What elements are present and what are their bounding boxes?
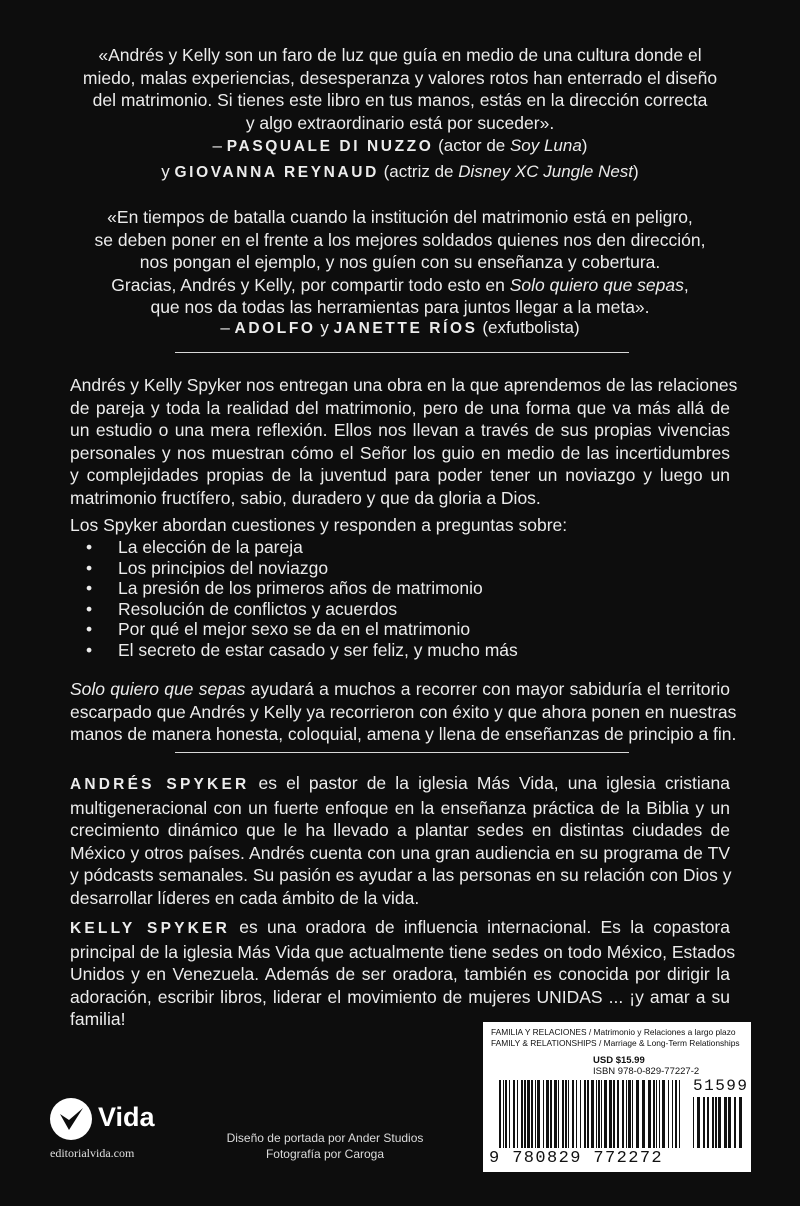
bio-andres — [70, 772, 730, 909]
endorsement-quote-1 — [60, 44, 740, 134]
barcode-bar — [591, 1080, 594, 1148]
publisher-name: Vida — [98, 1102, 155, 1132]
text-line: adoración, escribir libros, liderar el movimiento de mujeres UNIDAS ... ¡y amar a su — [70, 986, 730, 1007]
text-line: familia! — [70, 1009, 126, 1029]
quote-line: «En tiempos de batalla cuando la institución del matrimonio está en peligro, — [107, 207, 693, 227]
endorser-role-title: Disney XC Jungle Nest — [458, 162, 634, 181]
quote-line: que nos da todas las herramientas para juntos llegar a la meta». — [150, 297, 650, 317]
text-fragment: es el pastor de la iglesia Más Vida, una iglesia cristiana — [249, 773, 730, 793]
quote-line: nos pongan el ejemplo, y nos guíen con su enseñanza y cobertura. — [139, 252, 661, 272]
text-line: crecimiento dinámico que le ha llevado a plantar sedes en distintas ciudades de — [70, 820, 730, 840]
endorser-role: (actor de — [438, 136, 510, 155]
list-item: • La presión de los primeros años de matrimonio — [86, 578, 686, 599]
publisher-logo — [50, 1098, 160, 1168]
barcode-bar — [712, 1097, 714, 1148]
barcode-bar — [580, 1080, 581, 1148]
conjunction: y — [161, 162, 170, 181]
endorser-name: PASQUALE DI NUZZO — [226, 138, 434, 155]
text-line: personales y nos muestran cómo el Señor los guio en medio de las incertidumbres — [70, 442, 730, 463]
barcode-bar — [531, 1080, 533, 1148]
barcode-bar — [697, 1097, 700, 1148]
barcode-bar — [524, 1080, 526, 1148]
barcode-bar — [587, 1080, 589, 1148]
category-spanish: FAMILIA Y RELACIONES / Matrimonio y Relaciones a largo plazo — [491, 1027, 736, 1037]
barcode-bar — [572, 1080, 574, 1148]
text-line: escarpado que Andrés y Kelly ya recorrieron con éxito y que ahora ponen en nuestras — [70, 701, 737, 722]
list-item: • El secreto de estar casado y ser feliz, y mucho más — [86, 640, 686, 661]
barcode-bar — [724, 1097, 727, 1148]
thanks-text: Gracias, Andrés y Kelly, por compartir todo esto en — [111, 274, 510, 295]
barcode-bar — [648, 1080, 651, 1148]
text-fragment: ayudará a muchos a recorrer con mayor sabiduría el territorio — [245, 679, 730, 699]
list-item: • La elección de la pareja — [86, 537, 686, 558]
barcode-bar — [554, 1080, 557, 1148]
credit-photo: Fotografía por Caroga — [265, 1147, 385, 1161]
barcode-bar — [679, 1080, 680, 1148]
barcode-bar — [596, 1080, 597, 1148]
text-line: manos de manera honesta, coloquial, amena y llena de enseñanzas de principio a fin. — [70, 724, 737, 744]
endorser-role-end: ) — [633, 162, 639, 181]
barcode-addon-bars — [693, 1097, 745, 1148]
barcode-digits: 9 780829 772272 — [489, 1149, 664, 1168]
text-line: desarrollar líderes en cada ámbito de la vida. — [70, 887, 420, 908]
list-item: • Los principios del noviazgo — [86, 558, 686, 579]
category-english: FAMILY & RELATIONSHIPS / Marriage & Long-Term Relationships — [491, 1038, 740, 1048]
text-line: México y otros países. Andrés cuenta con una gran audiencia en su programa de TV — [70, 842, 730, 863]
barcode-bar — [715, 1097, 717, 1148]
bio-kelly — [70, 916, 736, 1031]
quote-line — [60, 274, 740, 297]
endorsement-quote-2 — [60, 206, 740, 319]
divider — [175, 352, 629, 353]
barcode-bar — [693, 1097, 694, 1148]
author-name: ANDRÉS SPYKER — [70, 776, 250, 793]
barcode-bar — [584, 1080, 586, 1148]
barcode-bar — [601, 1080, 602, 1148]
barcode-bar — [703, 1097, 705, 1148]
cover-credits — [210, 1130, 440, 1162]
text-line: Los Spyker abordan cuestiones y responden a preguntas sobre: — [70, 515, 568, 535]
endorser-name: GIOVANNA REYNAUD — [174, 164, 379, 181]
barcode-bar — [505, 1080, 507, 1148]
barcode-bar — [576, 1080, 577, 1148]
list-item: • Resolución de conflictos y acuerdos — [86, 599, 686, 620]
credit-design: Diseño de portada por Ander Studios — [226, 1131, 424, 1145]
barcode-bar — [517, 1080, 518, 1148]
barcode-bar — [672, 1080, 673, 1148]
barcode-label — [483, 1022, 751, 1172]
text-line: y pódcasts semanales. Su pasión es ayudar a las personas en su relación con Dios y — [70, 865, 732, 885]
topics-list — [86, 537, 686, 660]
barcode-bar — [718, 1097, 721, 1148]
text-fragment: es una oradora de influencia internacional. Es la copastora — [229, 917, 730, 937]
barcode-bar — [550, 1080, 552, 1148]
barcode-bar — [535, 1080, 536, 1148]
barcode-bar — [622, 1080, 624, 1148]
endorser-name: ADOLFO — [234, 320, 316, 337]
text-line: multigeneracional con un fuerte enfoque en la enseñanza práctica de la Biblia y un — [70, 797, 730, 818]
barcode-bar — [503, 1080, 504, 1148]
barcode-bar — [632, 1080, 633, 1148]
quote-line: «Andrés y Kelly son un faro de luz que guía en medio de una cultura donde el — [98, 45, 702, 65]
barcode-bar — [613, 1080, 615, 1148]
text-line: matrimonio fructífero, sabio, duradero y que da gloria a Dios. — [70, 487, 541, 508]
barcode-bar — [626, 1080, 627, 1148]
barcode-bar — [707, 1097, 709, 1148]
barcode-bars — [499, 1080, 685, 1148]
barcode-bar — [527, 1080, 530, 1148]
thanks-end: , — [683, 274, 689, 295]
barcode-bar — [604, 1080, 607, 1148]
text-line — [70, 772, 730, 797]
text-line — [70, 916, 730, 941]
quote-line: miedo, malas experiencias, desesperanza y valores rotos han enterrado el diseño — [82, 67, 718, 88]
barcode-bar — [562, 1080, 564, 1148]
barcode-bar — [558, 1080, 559, 1148]
barcode-bar — [653, 1080, 655, 1148]
barcode-bar — [739, 1097, 742, 1148]
text-line: principal de la iglesia Más Vida que actualmente tiene sedes on todo México, Estados — [70, 941, 736, 962]
book-description — [70, 374, 738, 509]
barcode-bar — [728, 1097, 731, 1148]
barcode-bar — [513, 1080, 515, 1148]
text-line: y complejidades propias de la juventud para poder tener un noviazgo y luego un — [70, 465, 730, 485]
list-item: • Por qué el mejor sexo se da en el matrimonio — [86, 619, 686, 640]
dash: – — [212, 136, 222, 155]
barcode-bar — [537, 1080, 540, 1148]
book-closing — [70, 678, 737, 746]
barcode-bar — [675, 1080, 677, 1148]
barcode-bar — [636, 1080, 639, 1148]
endorser-role: (exfutbolista) — [482, 318, 580, 337]
endorsement-1-attribution-line2 — [40, 160, 760, 185]
barcode-bar — [509, 1080, 510, 1148]
barcode-bar — [499, 1080, 501, 1148]
barcode-addon-number: 51599 — [693, 1077, 749, 1095]
endorsement-1-attribution-line1 — [40, 134, 760, 159]
text-line: Andrés y Kelly Spyker nos entregan una obra en la que aprendemos de las relaciones — [70, 375, 738, 395]
barcode-bar — [662, 1080, 665, 1148]
barcode-bar — [598, 1080, 600, 1148]
book-title: Solo quiero que sepas — [70, 679, 246, 699]
barcode-bar — [609, 1080, 612, 1148]
barcode-bar — [546, 1080, 549, 1148]
endorser-name: JANETTE RÍOS — [333, 320, 478, 337]
barcode-bar — [617, 1080, 619, 1148]
endorser-role: (actriz de — [383, 162, 459, 181]
barcode-bar — [543, 1080, 544, 1148]
vida-logo-icon — [50, 1098, 92, 1140]
quote-line: se deben poner en el frente a los mejores soldados quienes nos den dirección, — [94, 229, 706, 250]
barcode-bar — [668, 1080, 669, 1148]
barcode-bar — [628, 1080, 631, 1148]
text-line: de pareja y toda la realidad del matrimonio, pero de una forma que va más allá de — [70, 397, 730, 418]
price: USD $15.99 — [593, 1055, 645, 1066]
barcode-bar — [565, 1080, 567, 1148]
dash: – — [220, 318, 230, 337]
text-line: Unidos y en Venezuela. Además de ser oradora, también es conocida por dirigir la — [70, 964, 730, 984]
endorsement-2-attribution — [40, 316, 760, 341]
topics-intro — [70, 514, 730, 537]
conjunction: y — [320, 318, 329, 337]
text-line — [70, 678, 730, 701]
barcode-bar — [656, 1080, 657, 1148]
barcode-bar — [521, 1080, 523, 1148]
text-line: un estudio o una mera reflexión. Ellos nos llevan a través de sus propias vivencias — [70, 420, 730, 440]
barcode-bar — [642, 1080, 645, 1148]
author-name: KELLY SPYKER — [70, 920, 230, 937]
barcode-bar — [734, 1097, 736, 1148]
endorser-role-title: Soy Luna — [509, 136, 582, 155]
endorser-role-end: ) — [581, 136, 588, 155]
divider — [175, 752, 629, 753]
barcode-bar — [659, 1080, 660, 1148]
book-title: Solo quiero que sepas — [509, 274, 684, 295]
barcode-bar — [568, 1080, 569, 1148]
quote-line: y algo extraordinario está por suceder». — [245, 112, 555, 133]
isbn: ISBN 978-0-829-77227-2 — [593, 1066, 700, 1077]
publisher-url: editorialvida.com — [50, 1146, 135, 1160]
quote-line: del matrimonio. Si tienes este libro en tus manos, estás en la dirección correcta — [92, 90, 708, 110]
